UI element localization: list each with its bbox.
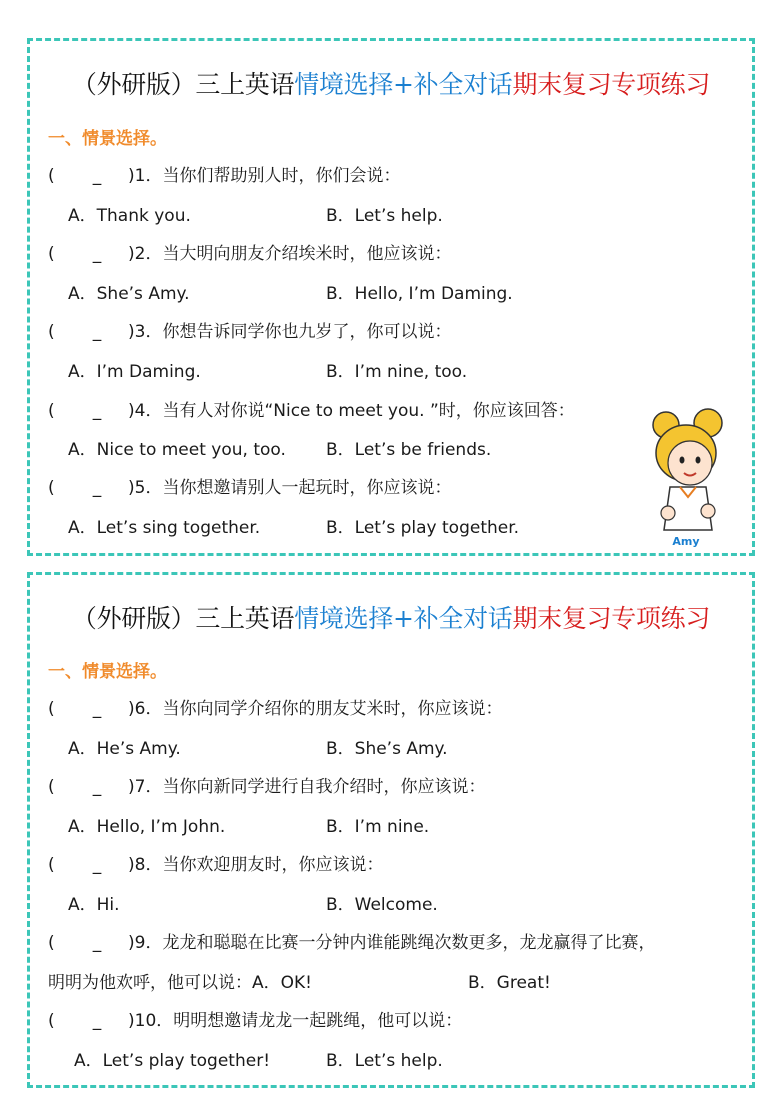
answer-blank[interactable]: _: [92, 855, 102, 875]
answer-blank[interactable]: _: [92, 401, 102, 421]
option-b: B．Let’s help.: [326, 1051, 443, 1071]
question-9: ( _ )9．龙龙和聪聪在比赛一分钟内谁能跳绳次数更多，龙龙赢得了比赛，: [48, 933, 656, 953]
question-10: ( _ )10．明明想邀请龙龙一起跳绳，他可以说：: [48, 1011, 463, 1031]
worksheet-title: （外研版）三上英语情境选择+补全对话期末复习专项练习: [71, 604, 711, 633]
option-b: B．Great!: [468, 973, 551, 993]
eye-left: [680, 457, 685, 464]
option-a: A．Nice to meet you, too.: [68, 440, 286, 460]
option-a: A．He’s Amy.: [68, 739, 181, 759]
question-4: ( _ )4．当有人对你说“Nice to meet you. ”时，你应该回答：: [48, 401, 575, 421]
question-8: ( _ )8．当你欢迎朋友时，你应该说：: [48, 855, 384, 875]
section-heading: 一、情景选择。: [48, 662, 167, 682]
option-b: B．Welcome.: [326, 895, 438, 915]
question-9-continuation: 明明为他欢呼，他可以说：A．OK!: [48, 973, 312, 993]
option-b: B．I’m nine, too.: [326, 362, 468, 382]
option-a: A．Thank you.: [68, 206, 191, 226]
option-a: A．Hello, I’m John.: [68, 817, 226, 837]
answer-blank[interactable]: _: [92, 933, 102, 953]
question-6: ( _ )6．当你向同学介绍你的朋友艾米时，你应该说：: [48, 699, 503, 719]
section-heading: 一、情景选择。: [48, 129, 167, 149]
answer-blank[interactable]: _: [92, 699, 102, 719]
option-b: B．Let’s play together.: [326, 518, 520, 538]
amy-cartoon-illustration: [640, 405, 732, 550]
question-1: ( _ )1．当你们帮助别人时，你们会说：: [48, 166, 401, 186]
option-a: A．Let’s play together!: [74, 1051, 271, 1071]
answer-blank[interactable]: _: [92, 166, 102, 186]
option-a: A．Let’s sing together.: [68, 518, 261, 538]
worksheet-card-2: [27, 572, 755, 1088]
option-b: B．She’s Amy.: [326, 739, 448, 759]
answer-blank[interactable]: _: [92, 244, 102, 264]
answer-blank[interactable]: _: [92, 1011, 102, 1031]
option-b: B．I’m nine.: [326, 817, 430, 837]
hand-left: [661, 506, 675, 520]
eye-right: [696, 457, 701, 464]
option-b: B．Hello, I’m Daming.: [326, 284, 513, 304]
option-a: A．She’s Amy.: [68, 284, 190, 304]
question-5: ( _ )5．当你想邀请别人一起玩时，你应该说：: [48, 478, 452, 498]
face: [668, 441, 712, 485]
worksheet-title: （外研版）三上英语情境选择+补全对话期末复习专项练习: [71, 70, 711, 99]
answer-blank[interactable]: _: [92, 777, 102, 797]
question-2: ( _ )2．当大明向朋友介绍埃米时，他应该说：: [48, 244, 452, 264]
option-b: B．Let’s be friends.: [326, 440, 492, 460]
answer-blank[interactable]: _: [92, 478, 102, 498]
option-a: A．I’m Daming.: [68, 362, 201, 382]
hand-right: [701, 504, 715, 518]
question-7: ( _ )7．当你向新同学进行自我介绍时，你应该说：: [48, 777, 486, 797]
question-3: ( _ )3．你想告诉同学你也九岁了，你可以说：: [48, 322, 452, 342]
option-a: A．Hi.: [68, 895, 120, 915]
answer-blank[interactable]: _: [92, 322, 102, 342]
amy-label: Amy: [672, 535, 700, 548]
option-b: B．Let’s help.: [326, 206, 443, 226]
